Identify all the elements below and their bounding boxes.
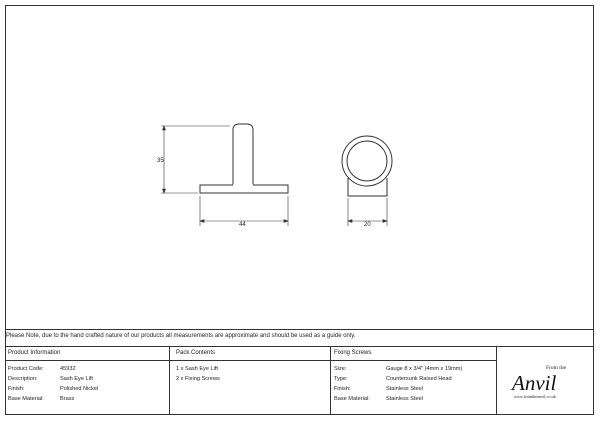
base-material-value: Brass: [60, 396, 75, 402]
col-divider-2: [330, 346, 331, 415]
table-top-rule: [5, 329, 594, 330]
finish-label: Finish:: [8, 386, 25, 392]
disclaimer-note: Please Note, due to the hand crafted nature of our products all measurements are approximate and should be used as a guide only.: [6, 333, 356, 339]
logo-url: www.fromtheanvil.co.uk: [514, 394, 556, 399]
col-divider-1: [169, 346, 170, 415]
base-material-label: Base Material:: [8, 396, 44, 402]
pack-item: 2 x Fixing Screws: [176, 376, 220, 382]
col-divider-3: [496, 346, 497, 415]
description-value: Sash Eye Lift: [60, 376, 93, 382]
anvil-logo: [506, 361, 586, 401]
pack-item: 1 x Sash Eye Lift: [176, 366, 218, 372]
product-code-label: Product Code:: [8, 366, 44, 372]
screw-base-material-value: Stainless Steel: [386, 396, 424, 402]
finish-value: Polished Nickel: [60, 386, 99, 392]
product-code-value: 45932: [60, 366, 76, 372]
note-rule: [5, 346, 594, 347]
screw-finish-value: Stainless Steel: [386, 386, 424, 392]
front-view: [342, 136, 392, 196]
width-label: 44: [239, 222, 246, 228]
pack-contents-header: Pack Contents: [176, 350, 216, 356]
description-label: Description:: [8, 376, 38, 382]
screw-type-value: Countersunk Raised Head: [386, 376, 452, 382]
product-info-header: Product Information: [8, 350, 61, 356]
screw-base-material-label: Base Material:: [334, 396, 370, 402]
screw-type-label: Type:: [334, 376, 348, 382]
screw-size-label: Size:: [334, 366, 347, 372]
screw-finish-label: Finish:: [334, 386, 351, 392]
height-dimension: [161, 126, 230, 193]
diameter-label: 20: [364, 222, 371, 228]
height-label: 35: [157, 158, 164, 164]
side-view: [200, 124, 288, 193]
header-rule: [5, 360, 496, 361]
fixing-screws-header: Fixing Screws: [334, 350, 372, 356]
screw-size-value: Gauge 8 x 3/4" (4mm x 19mm): [386, 366, 463, 372]
logo-brand: Anvil: [512, 371, 557, 395]
logo-from-the: From the: [546, 365, 567, 371]
